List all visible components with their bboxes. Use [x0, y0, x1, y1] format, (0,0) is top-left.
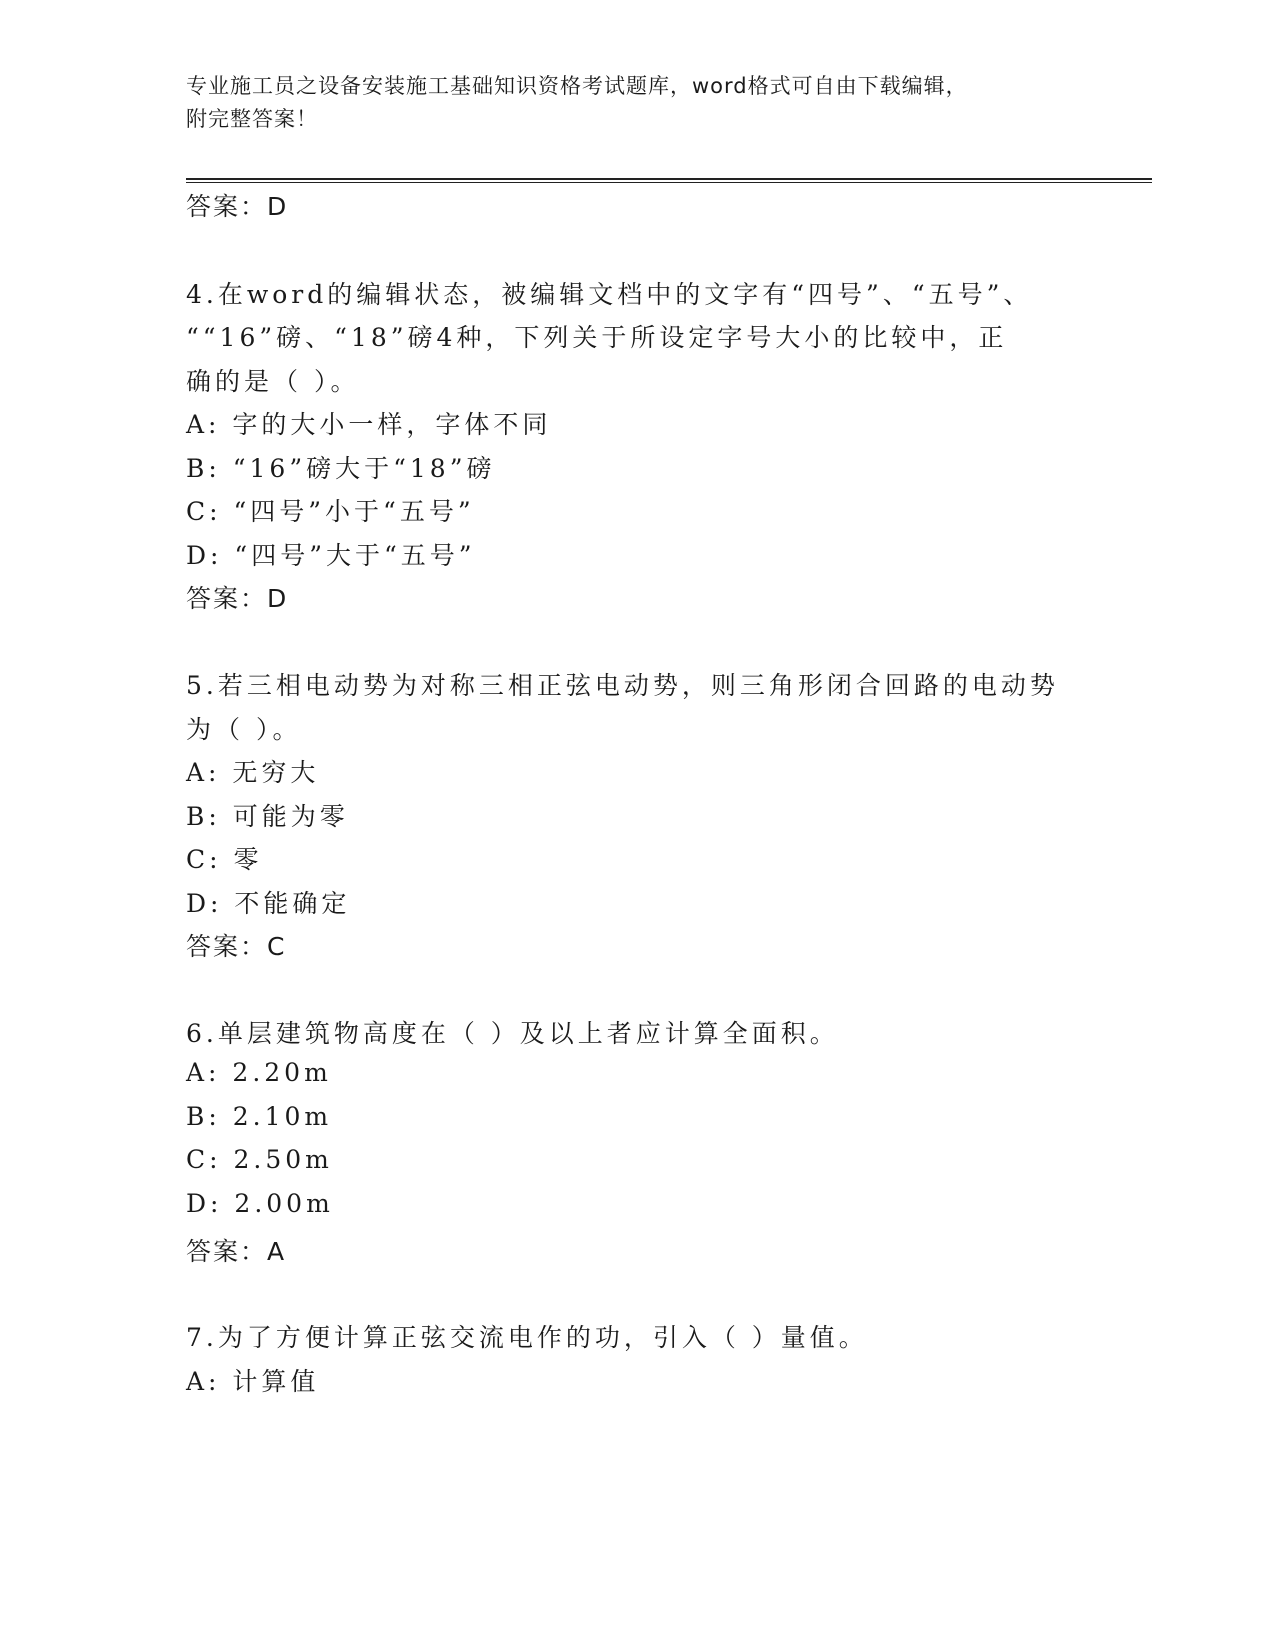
header-line-1: 专业施工员之设备安装施工基础知识资格考试题库，word格式可自由下载编辑， [186, 74, 968, 98]
header-line-2: 附完整答案！ [186, 107, 318, 131]
question-4-stem-line-2: ““16”磅、“18”磅4种，下列关于所设定字号大小的比较中，正 [186, 323, 1008, 352]
question-5-stem-line-2: 为（ ）。 [186, 715, 302, 744]
question-5-option-a: A: 无穷大 [186, 758, 320, 787]
question-4-option-d: D: “四号”大于“五号” [186, 541, 476, 570]
question-6-stem-line-1: 6.单层建筑物高度在（ ）及以上者应计算全面积。 [186, 1019, 839, 1048]
question-4-answer: 答案：D [186, 584, 289, 613]
question-6-option-d: D: 2.00m [186, 1189, 334, 1218]
question-4-stem-line-3: 确的是（ ）。 [186, 367, 360, 396]
question-5-option-d: D: 不能确定 [186, 889, 351, 918]
document-header [186, 70, 1066, 136]
question-4-option-c: C: “四号”小于“五号” [186, 497, 475, 526]
question-6-option-b: B: 2.10m [186, 1102, 333, 1131]
header-divider-thin [186, 182, 1152, 183]
question-5-stem-line-1: 5.若三相电动势为对称三相正弦电动势，则三角形闭合回路的电动势 [186, 671, 1059, 700]
question-6-option-a: A: 2.20m [186, 1058, 332, 1087]
previous-answer: 答案：D [186, 192, 289, 221]
question-4-stem-line-1: 4.在word的编辑状态，被编辑文档中的文字有“四号”、“五号”、 [186, 280, 1033, 309]
question-5-option-c: C: 零 [186, 845, 263, 874]
question-6-answer: 答案：A [186, 1237, 287, 1266]
header-divider-thick [186, 178, 1152, 180]
question-5-option-b: B: 可能为零 [186, 802, 349, 831]
question-7-option-a: A: 计算值 [186, 1367, 320, 1396]
question-4-option-a: A: 字的大小一样，字体不同 [186, 410, 552, 439]
question-6-option-c: C: 2.50m [186, 1145, 333, 1174]
question-7-stem-line-1: 7.为了方便计算正弦交流电作的功，引入（ ）量值。 [186, 1323, 868, 1352]
question-4-option-b: B: “16”磅大于“18”磅 [186, 454, 496, 483]
question-5-answer: 答案：C [186, 932, 287, 961]
